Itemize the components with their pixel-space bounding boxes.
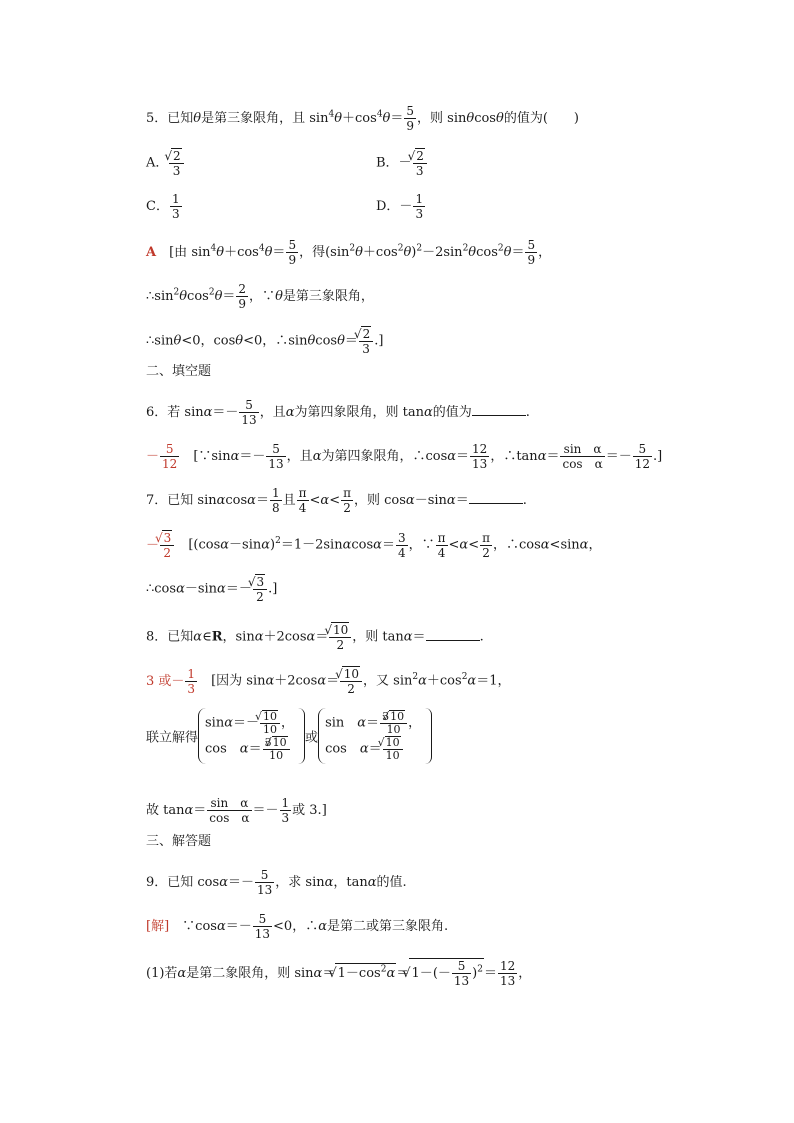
q8-system-2: sin α＝ $\frac{3√ 10}{10}$ ， cos α＝ √ $\frac{10}{10}$ — [318, 708, 425, 764]
q5-option-d: D．－ $\frac{1}{3}$ — [376, 192, 424, 221]
q8-stem: 8．已知α∈R，sinα＋2cosα＝ √ $\frac{10}{2}$ ，则 tanα＝ . — [146, 622, 484, 652]
q7-solution-line2: ∴cosα－sinα＝－ √ $\frac{3}{2}$ .] — [146, 574, 277, 604]
q9-stem: 9．已知 cosα＝－ $\frac{5}{13}$ ，求 sinα，tanα的值. — [146, 868, 407, 897]
q8-system: 联立解得 sinα＝－ √ $\frac{10}{10}$ ， cos α＝ $\frac{3√ 10}{10}$ 或 sin α＝ $\frac{3√ 10}{10}$ ， cos α＝ √ $\frac{10}{10}$ — [146, 708, 432, 764]
q8-answer-blank — [426, 627, 480, 641]
q9-solution-line2: (1)若α是第二象限角，则 sinα＝√ $1-\cos^2\alpha=√$ 1－(－ $\frac{5}{13}$ )$^2$＝ $\frac{12}{13}$ ， — [146, 958, 531, 988]
q7-answer: － √ $\frac{3}{2}$ — [146, 538, 175, 553]
q5-option-b: B．－ √ $\frac{2}{3}$ — [376, 148, 428, 178]
q8-solution-tail: 故 tanα＝ $\frac{\text{sin α}}{\text{cos α}}$ ＝－ $\frac{1}{3}$ 或 3.] — [146, 796, 327, 825]
q6-stem: 6．若 sinα＝－ $\frac{5}{13}$ ，且α为第四象限角，则 tanα的值为 . — [146, 398, 530, 427]
q7-answer-blank — [469, 490, 523, 504]
q5-option-a: A． √ $\frac{2}{3}$ — [146, 148, 185, 178]
q5-stem: 5．已知θ是第三象限角，且 $\sin^4\theta+\cos^4\theta=$ $\frac{5}{9}$ ，则 sinθcosθ的值为( ) — [146, 104, 579, 133]
q7-stem: 7．已知 sinαcosα＝ $\frac{1}{8}$ 且 $\frac{\pi}{4}$ <α< $\frac{\pi}{2}$ ，则 cosα－sinα＝ . — [146, 486, 527, 515]
q6-answer-blank — [472, 402, 526, 416]
q5-answer: A — [146, 245, 157, 260]
q5-solution-line3: ∴sinθ<0，cosθ<0，∴sinθcosθ＝ √ $\frac{2}{3}$ .] — [146, 326, 383, 356]
q5-solution-line2: $\therefore\sin^2\theta\cos^2\theta=$ $\frac{2}{9}$ ，∵θ是第三象限角， — [146, 282, 374, 311]
q8-solution-line1: 3 或－ $\frac{1}{3}$ [因为 sinα＋2cosα＝ √ $\frac{10}{2}$ ，又 $\sin^2\alpha+\cos^2\alpha=1$， — [146, 666, 510, 696]
section-fill-in-title: 二、填空题 — [146, 364, 212, 379]
q6-answer: － $\frac{5}{12}$ — [146, 442, 178, 471]
q9-solution-line1: [解] ∵cosα＝－ $\frac{5}{13}$ <0，∴α是第二或第三象限角. — [146, 912, 449, 941]
q8-system-1: sinα＝－ √ $\frac{10}{10}$ ， cos α＝ $\frac{3√ 10}{10}$ — [198, 708, 298, 764]
q5-option-c: C． $\frac{1}{3}$ — [146, 192, 180, 221]
q5-solution-line1: A [由 $\sin^4\theta+\cos^4\theta=$ $\frac{5}{9}$ ，得$(\sin^2\theta+\cos^2\theta)^2-2\sin^2\theta\cos^2\theta=$ $\frac{5}{9}$ ， — [146, 238, 552, 267]
section-solution-title: 三、解答题 — [146, 834, 212, 849]
q9-solution-label: [解] — [146, 919, 170, 934]
q6-solution: － $\frac{5}{12}$ [∵sinα＝－ $\frac{5}{13}$ ，且α为第四象限角，∴cosα＝ $\frac{12}{13}$ ，∴tanα＝ $\frac{\text{sin α}}{\text{cos α}}$ ＝－ $\frac{5}{12}$ .] — [146, 442, 663, 471]
q7-solution-line1: － √ $\frac{3}{2}$ [$(\cos\alpha-\sin\alpha)^2=1-2\sin\alpha\cos\alpha=$ $\frac{3}{4}$ ，∵ $\frac{\pi}{4}$ <α< $\frac{\pi}{2}$ ，∴cosα<sinα， — [146, 530, 601, 560]
q8-answer: 3 或－ $\frac{1}{3}$ — [146, 666, 196, 696]
